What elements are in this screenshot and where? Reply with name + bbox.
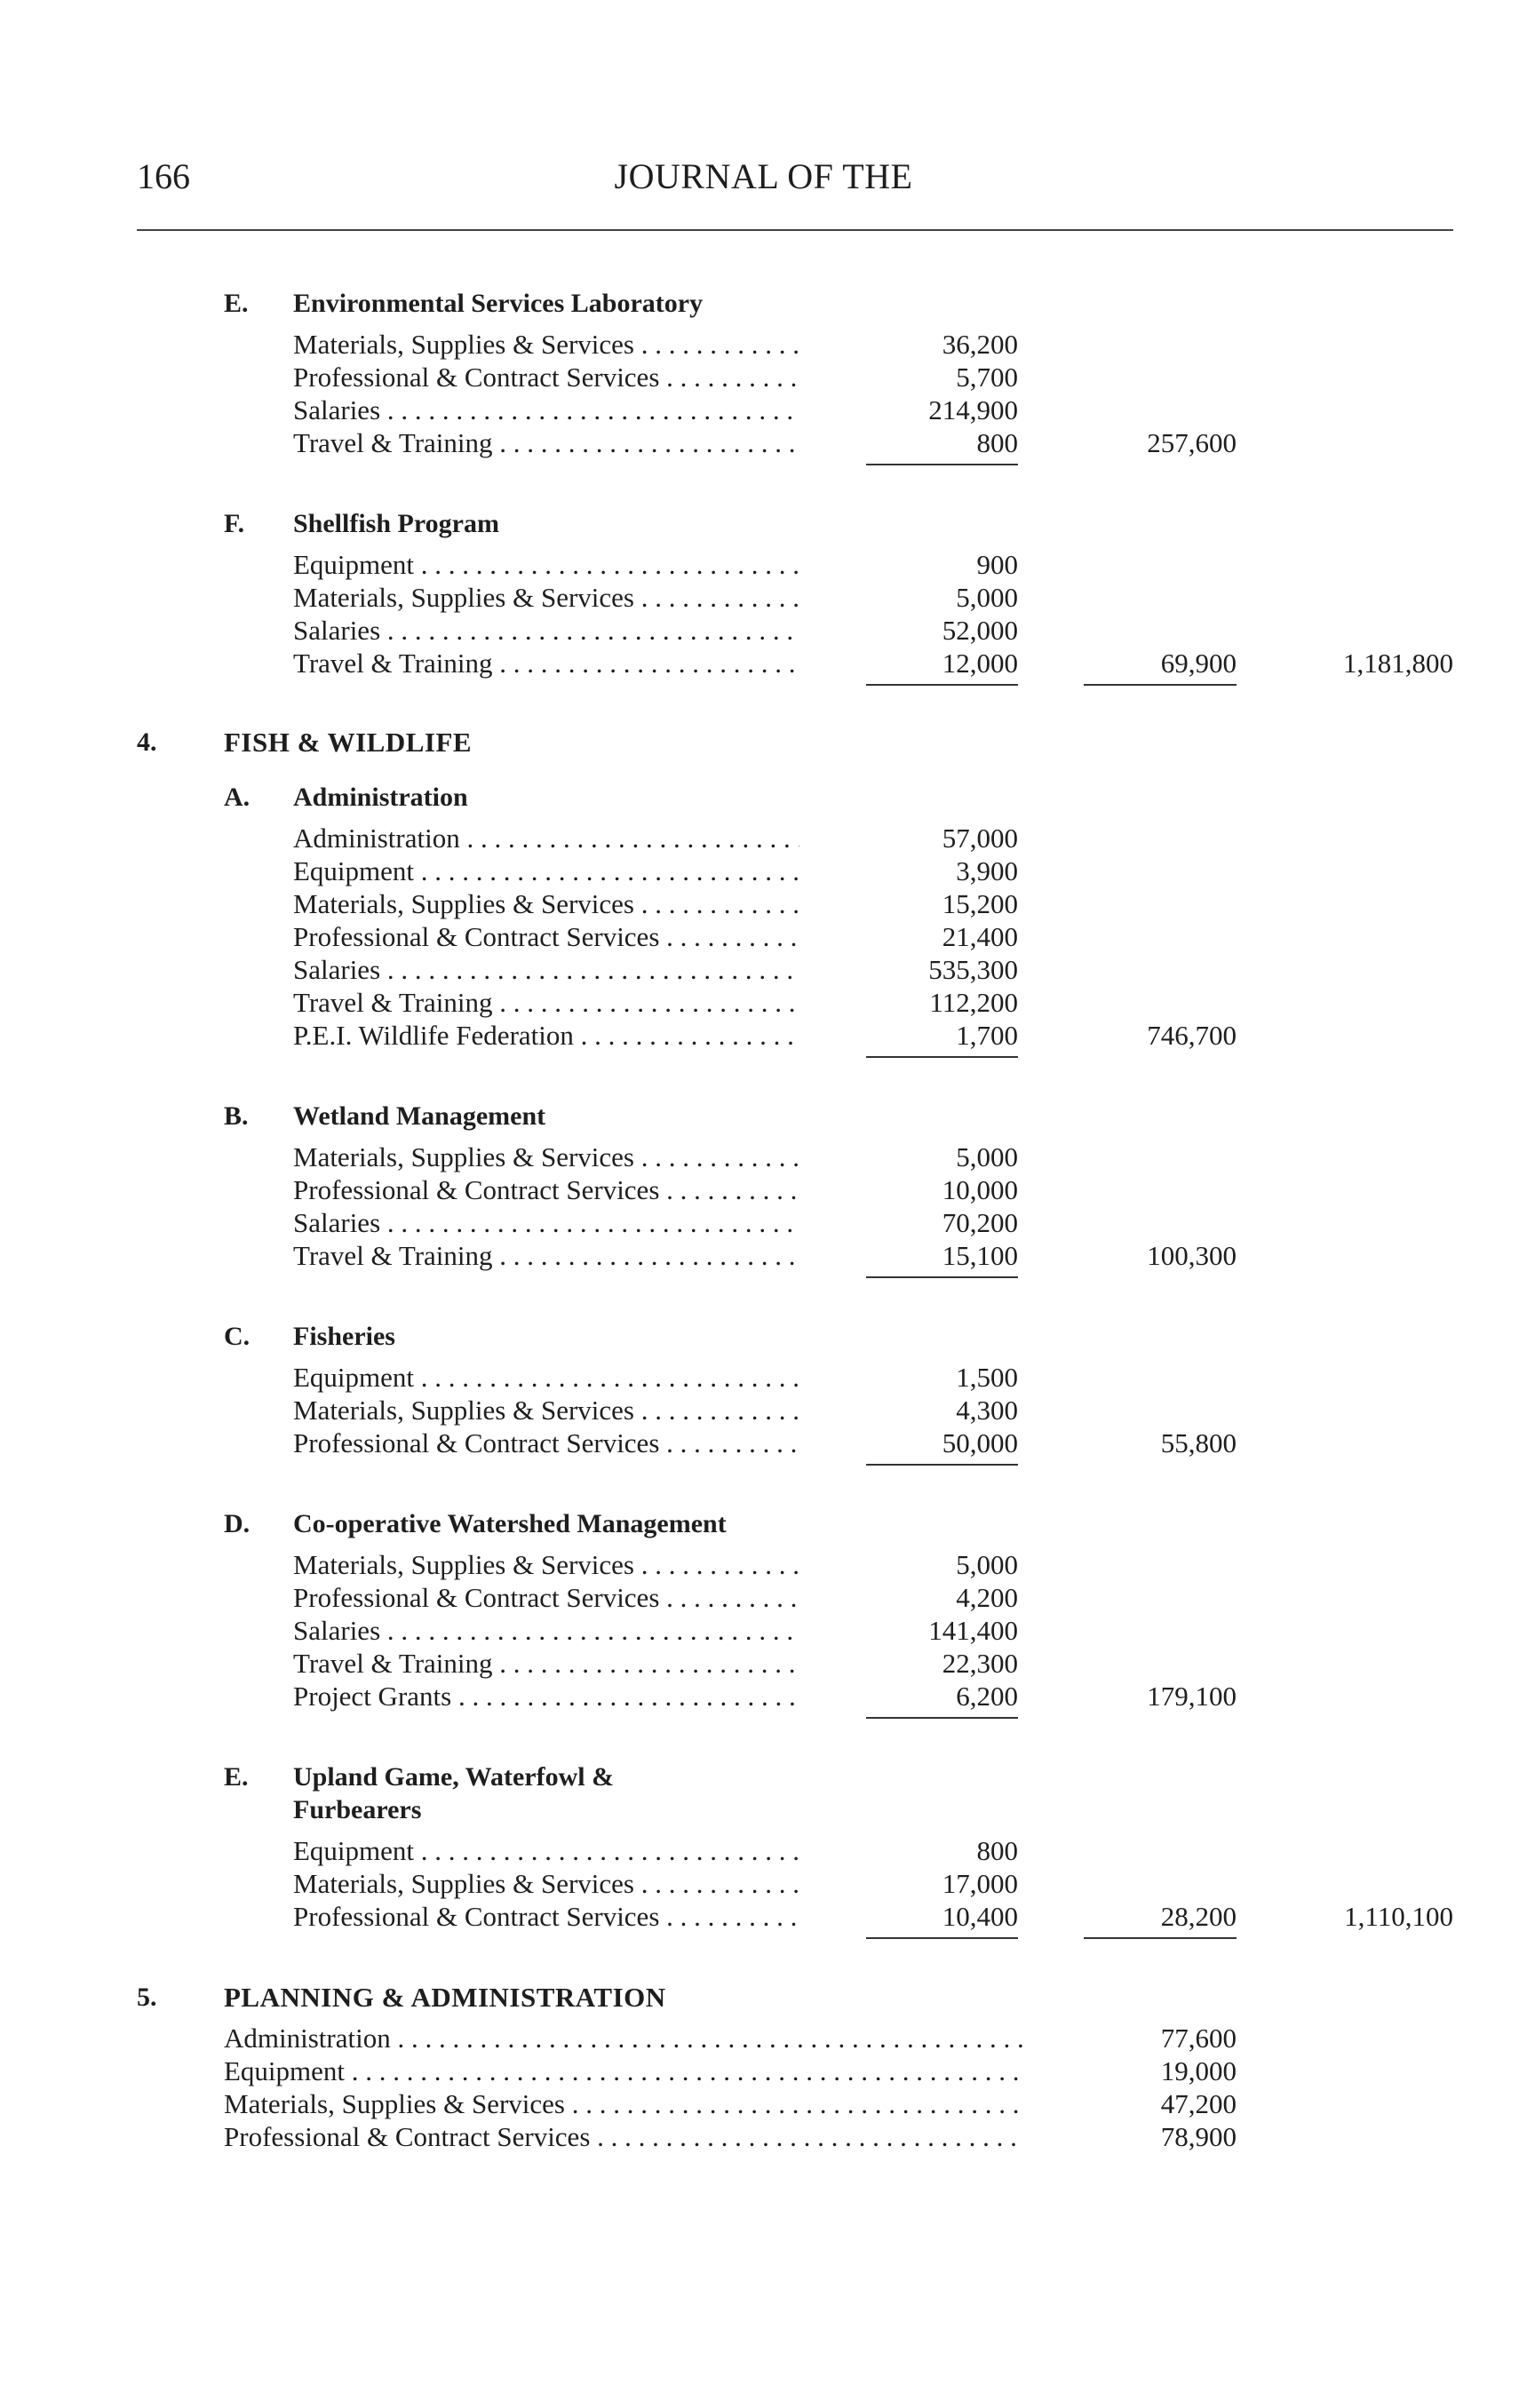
line-item [0, 2119, 1527, 2155]
line-item [0, 580, 1527, 616]
subsection-letter: F. [224, 509, 245, 538]
item-amount: 3,900 [956, 855, 1018, 886]
subsection-letter: E. [224, 1762, 249, 1792]
line-item [0, 1866, 1527, 1902]
item-label: Travel & Training . . . [293, 1646, 799, 1681]
section-title: FISH & WILDLIFE [224, 727, 473, 758]
item-label: Materials, Supplies & Services . . . [293, 1547, 799, 1583]
subtotal-rule [866, 1717, 1018, 1719]
line-item [0, 1426, 1527, 1461]
subsection-heading [0, 780, 1527, 815]
item-amount: 800 [976, 1835, 1018, 1866]
line-item [0, 919, 1527, 955]
line-item [0, 1140, 1527, 1175]
section-heading [0, 1980, 1527, 2015]
item-label: Equipment . . . [293, 1360, 799, 1395]
subsection-title: Fisheries [293, 1322, 395, 1351]
item-label: Travel & Training . . . [293, 425, 799, 461]
item-amount: 214,900 [928, 394, 1018, 425]
subsection-heading [0, 1319, 1527, 1355]
item-amount: 112,200 [929, 987, 1018, 1018]
line-item [0, 1899, 1527, 1935]
section-total: 1,110,100 [1344, 1901, 1453, 1932]
item-label: Salaries . . . [293, 393, 799, 428]
subsection-title: Upland Game, Waterfowl & [293, 1762, 615, 1792]
line-item [0, 425, 1527, 461]
line-item [0, 360, 1527, 395]
line-item [0, 1018, 1527, 1053]
line-item [0, 2021, 1527, 2056]
subsection-heading-continued [0, 1792, 1527, 1828]
subsection-subtotal: 179,100 [1147, 1681, 1237, 1712]
subsection-heading [0, 506, 1527, 542]
item-amount: 5,700 [956, 362, 1018, 393]
line-item [0, 854, 1527, 889]
subsection-title: Shellfish Program [293, 509, 499, 538]
item-amount: 535,300 [928, 954, 1018, 985]
line-item [0, 1646, 1527, 1681]
line-item [0, 1547, 1527, 1583]
item-label: Salaries . . . [293, 1205, 799, 1241]
subsection-subtotal: 55,800 [1160, 1427, 1237, 1458]
item-label: Professional & Contract Services . . . [293, 1426, 799, 1461]
item-label: Equipment . . . [293, 1833, 799, 1869]
item-amount: 6,200 [956, 1681, 1018, 1712]
section-heading [0, 725, 1527, 760]
subsection-letter: B. [224, 1101, 249, 1131]
item-amount: 17,000 [942, 1868, 1018, 1899]
line-item [0, 393, 1527, 428]
line-item [0, 821, 1527, 856]
item-amount: 21,400 [942, 921, 1018, 952]
subsection-heading [0, 1099, 1527, 1134]
subsection-heading [0, 286, 1527, 322]
item-label: Salaries . . . [293, 952, 799, 988]
subsection-heading [0, 1506, 1527, 1542]
item-label: Travel & Training . . . [293, 1238, 799, 1274]
item-label: Salaries . . . [293, 1613, 799, 1649]
subsection-subtotal: 28,200 [1160, 1901, 1237, 1932]
section-number: 4. [137, 727, 157, 757]
item-label: Materials, Supplies & Services . . . [224, 2086, 1023, 2122]
item-amount: 4,200 [956, 1582, 1018, 1613]
subtotal-rule [866, 1464, 1018, 1466]
item-label: Travel & Training . . . [293, 646, 799, 681]
line-item [0, 1679, 1527, 1714]
item-label: Materials, Supplies & Services . . . [293, 580, 799, 616]
section-number: 5. [137, 1983, 157, 2012]
section-title: PLANNING & ADMINISTRATION [224, 1982, 666, 2013]
line-item [0, 1205, 1527, 1241]
item-label: Materials, Supplies & Services . . . [293, 327, 799, 362]
item-label: Materials, Supplies & Services . . . [293, 1140, 799, 1175]
header-rule [137, 229, 1453, 231]
subtotal-rule [1084, 684, 1237, 686]
line-item [0, 985, 1527, 1021]
section-total: 1,181,800 [1343, 648, 1453, 679]
subsection-heading [0, 1760, 1527, 1795]
line-item [0, 1238, 1527, 1274]
subsection-letter: C. [224, 1322, 251, 1351]
item-amount: 1,500 [956, 1362, 1018, 1393]
item-amount: 15,100 [942, 1240, 1018, 1271]
item-label: Materials, Supplies & Services . . . [293, 886, 799, 922]
item-amount: 70,200 [942, 1207, 1018, 1238]
line-item [0, 1613, 1527, 1649]
item-amount: 10,400 [942, 1901, 1018, 1932]
item-label: P.E.I. Wildlife Federation . . . [293, 1018, 799, 1053]
item-amount: 141,400 [928, 1615, 1018, 1646]
subsection-title: Co-operative Watershed Management [293, 1509, 727, 1538]
item-amount: 50,000 [942, 1427, 1018, 1458]
item-amount: 22,300 [942, 1648, 1018, 1679]
item-label: Professional & Contract Services . . . [293, 1580, 799, 1616]
line-item [0, 1360, 1527, 1395]
subsection-title: Administration [293, 783, 468, 812]
item-amount: 77,600 [1160, 2023, 1237, 2054]
item-amount: 19,000 [1160, 2055, 1237, 2086]
subtotal-rule [866, 464, 1018, 465]
item-amount: 5,000 [956, 1549, 1018, 1580]
line-item [0, 1172, 1527, 1208]
subsection-letter: E. [224, 289, 249, 318]
item-label: Administration . . . [293, 821, 799, 856]
item-label: Equipment . . . [224, 2054, 1023, 2089]
item-label: Professional & Contract Services . . . [293, 1172, 799, 1208]
item-amount: 5,000 [956, 1141, 1018, 1172]
item-label: Professional & Contract Services . . . [224, 2119, 1023, 2155]
line-item [0, 1580, 1527, 1616]
item-amount: 57,000 [942, 823, 1018, 854]
subtotal-rule [866, 1056, 1018, 1058]
line-item [0, 2086, 1527, 2122]
item-label: Professional & Contract Services . . . [293, 919, 799, 955]
line-item [0, 646, 1527, 681]
item-amount: 15,200 [942, 888, 1018, 919]
subsection-letter: D. [224, 1509, 251, 1538]
subtotal-rule [1084, 1937, 1237, 1939]
line-item [0, 886, 1527, 922]
page-header [0, 155, 1527, 209]
item-label: Equipment . . . [293, 854, 799, 889]
item-label: Professional & Contract Services . . . [293, 360, 799, 395]
page-number: 166 [137, 156, 190, 196]
item-label: Project Grants . . . [293, 1679, 799, 1714]
subtotal-rule [866, 684, 1018, 686]
item-amount: 78,900 [1160, 2121, 1237, 2152]
item-amount: 10,000 [942, 1174, 1018, 1205]
item-label: Materials, Supplies & Services . . . [293, 1393, 799, 1428]
item-label: Administration . . . [224, 2021, 1023, 2056]
running-title: JOURNAL OF THE [614, 156, 913, 196]
item-label: Professional & Contract Services . . . [293, 1899, 799, 1935]
item-amount: 1,700 [956, 1020, 1018, 1051]
subsection-subtotal: 69,900 [1160, 648, 1237, 679]
item-amount: 52,000 [942, 615, 1018, 646]
subsection-subtotal: 257,600 [1147, 427, 1237, 458]
item-amount: 4,300 [956, 1395, 1018, 1426]
item-label: Salaries . . . [293, 613, 799, 648]
subsection-title: Environmental Services Laboratory [293, 289, 704, 318]
line-item [0, 2054, 1527, 2089]
item-amount: 36,200 [942, 329, 1018, 360]
item-amount: 800 [976, 427, 1018, 458]
item-amount: 900 [976, 549, 1018, 580]
item-amount: 47,200 [1160, 2088, 1237, 2119]
item-amount: 5,000 [956, 582, 1018, 613]
line-item [0, 952, 1527, 988]
line-item [0, 1833, 1527, 1869]
subsection-title: Wetland Management [293, 1101, 546, 1131]
subtotal-rule [866, 1276, 1018, 1278]
subsection-subtotal: 746,700 [1147, 1020, 1237, 1051]
subsection-title: Furbearers [293, 1795, 422, 1824]
line-item [0, 1393, 1527, 1428]
line-item [0, 547, 1527, 583]
line-item [0, 613, 1527, 648]
subtotal-rule [866, 1937, 1018, 1939]
item-label: Materials, Supplies & Services . . . [293, 1866, 799, 1902]
subsection-subtotal: 100,300 [1147, 1240, 1237, 1271]
line-item [0, 327, 1527, 362]
subsection-letter: A. [224, 783, 251, 812]
item-amount: 12,000 [942, 648, 1018, 679]
item-label: Travel & Training . . . [293, 985, 799, 1021]
item-label: Equipment . . . [293, 547, 799, 583]
